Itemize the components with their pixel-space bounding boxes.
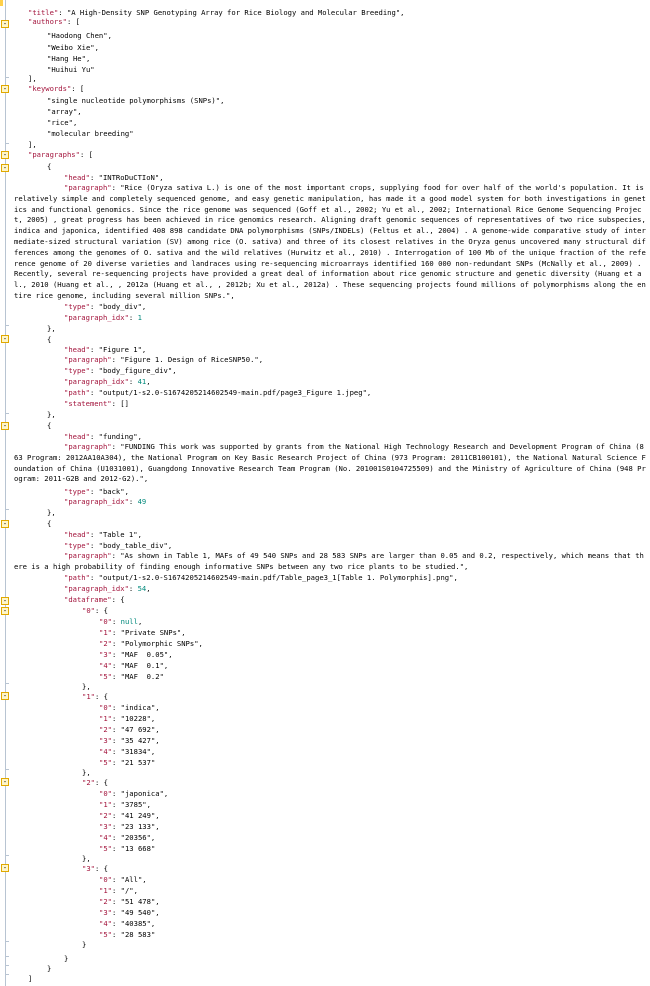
df-col-key-line: "3": { bbox=[82, 864, 108, 873]
author-item: "Weibo Xie", bbox=[47, 43, 99, 52]
df-cell-line: "2": "51 478", bbox=[99, 897, 160, 906]
p3-idx-line: "paragraph_idx": 49 bbox=[64, 497, 147, 506]
title-value: A High-Density SNP Genotyping Array for Rice Biology and Molecular Breeding bbox=[71, 8, 396, 17]
df-cell-line: "4": "MAF 0.1", bbox=[99, 661, 169, 670]
p4-head-line: "head": "Table 1", bbox=[64, 530, 142, 539]
brace-open: { bbox=[47, 519, 52, 528]
fold-toggle-paragraph-1[interactable] bbox=[1, 164, 9, 172]
df-cell-line: "4": "40385", bbox=[99, 919, 156, 928]
df-cell-line: "5": "21 537" bbox=[99, 758, 156, 767]
keyword-item: "single nucleotide polymorphisms (SNPs)", bbox=[47, 96, 225, 105]
p2-path-line: "path": "output/1-s2.0-S1674205214602549-main.pdf/page3_Figure 1.jpeg", bbox=[64, 388, 372, 397]
brace-close: } bbox=[64, 954, 69, 963]
p2-type-line: "type": "body_figure_div", bbox=[64, 366, 177, 375]
p3-paragraph-line: "paragraph": "FUNDING This work was supported by grants from the National High Technology Research and Development Program of China (863 Program: 2012AA10A304), the National Program on Key Basic Research Project of China (973 Program: 2011CB100101), the National Natural Science Foundation of China (U1031001), Guangdong Innovative Research Team Program (No. 201001S0104725509) and the Ministry of Agriculture of China (948 Program: 2011-G2B and 2012-G2).", bbox=[14, 442, 646, 484]
df-cell-line: "3": "35 427", bbox=[99, 736, 160, 745]
brace-close: } bbox=[47, 964, 52, 973]
fold-end-tick bbox=[5, 769, 9, 770]
p4-path-line: "path": "output/1-s2.0-S1674205214602549-main.pdf/Table_page3_1[Table 1. Polymorphis].png", bbox=[64, 573, 458, 582]
p2-head-line: "head": "Figure 1", bbox=[64, 345, 147, 354]
p1-idx-line: "paragraph_idx": 1 bbox=[64, 313, 142, 322]
fold-toggle-col-3[interactable] bbox=[1, 864, 9, 872]
fold-toggle-col-2[interactable] bbox=[1, 778, 9, 786]
p4-idx-line: "paragraph_idx": 54, bbox=[64, 584, 151, 593]
df-cell-line: "0": null, bbox=[99, 617, 143, 626]
fold-end-tick bbox=[5, 941, 9, 942]
df-cell-line: "2": "41 249", bbox=[99, 811, 160, 820]
fold-end-tick bbox=[5, 509, 9, 510]
author-item: "Hang He", bbox=[47, 54, 91, 63]
brace-open: { bbox=[47, 162, 52, 171]
p1-paragraph-text: Rice (Oryza sativa L.) is one of the most important crops, supplying food for over half of the world's population. It is relatively simple and completely sequenced genome, and easy genetic manipulation, has made it a good model system for both investigations in genetics and functional genomics. Since the rice genome was sequenced (Goff et al., 2002; Yu et al., 2002; International Rice Genome Sequencing Project, 2005) , great progress has been achieved in rice genomics research. Aligning draft genomic sequences of representatives of two rice subspecies, indica and japonica, identified 408 898 candidate DNA polymorphisms (SNPs/INDELs) (Feltus et al., 2004) . A genome-wide comparative study of intermediate-sized structural variation (SV) among rice (O. sativa) and three of its closest relatives in the Oryza genus uncovered many structural differences among the genomes of O. sativa and the wild relatives (Hurwitz et al., 2010) . Interrogation of 100 Mb of the unique fraction of the reference genome of 20 diverse varieties and landraces using re-sequencing microarrays identified 160 000 non-redundant SNPs (McNally et al., 2009) . Recently, several re-sequencing projects have provided a great deal of information about rice genomic structure and genetic diversity (Huang et al., 2010 (Huang et al., , 2012a (Huang et al., , 2012b; Xu et al., 2012a) . These sequencing projects found millions of polymorphisms along the entire rice genome, including several million SNPs. bbox=[14, 183, 650, 300]
fold-toggle-paragraph-3[interactable] bbox=[1, 422, 9, 430]
brace-open: { bbox=[47, 335, 52, 344]
bracket-close: ] bbox=[28, 974, 33, 983]
df-cell-line: "4": "20356", bbox=[99, 833, 156, 842]
df-cell-line: "5": "13 668" bbox=[99, 844, 156, 853]
p1-type-line: "type": "body_div", bbox=[64, 302, 147, 311]
p2-idx-line: "paragraph_idx": 41, bbox=[64, 377, 151, 386]
title-line: "title": "A High-Density SNP Genotyping Array for Rice Biology and Molecular Breeding", bbox=[28, 8, 405, 17]
df-cell-line: "1": "/", bbox=[99, 886, 138, 895]
paragraphs-key-line: "paragraphs": [ bbox=[28, 150, 93, 159]
fold-toggle-paragraph-4[interactable] bbox=[1, 520, 9, 528]
df-col-key-line: "2": { bbox=[82, 778, 108, 787]
df-cell-line: "5": "MAF 0.2" bbox=[99, 672, 164, 681]
keyword-item: "rice", bbox=[47, 118, 78, 127]
keyword-item: "molecular breeding" bbox=[47, 129, 134, 138]
p3-type-line: "type": "back", bbox=[64, 487, 129, 496]
df-cell-line: "1": "3785", bbox=[99, 800, 151, 809]
fold-end-tick bbox=[5, 325, 9, 326]
df-cell-line: "3": "49 540", bbox=[99, 908, 160, 917]
fold-end-tick bbox=[5, 965, 9, 966]
df-col-key-line: "0": { bbox=[82, 606, 108, 615]
author-item: "Huihui Yu" bbox=[47, 65, 95, 74]
fold-toggle-authors[interactable] bbox=[1, 20, 9, 28]
json-editor[interactable] bbox=[14, 0, 650, 986]
fold-end-tick bbox=[5, 77, 9, 78]
df-col-key-line: "1": { bbox=[82, 692, 108, 701]
cursor-line-marker bbox=[0, 0, 3, 6]
dataframe-key-line: "dataframe": { bbox=[64, 595, 125, 604]
fold-end-tick bbox=[5, 413, 9, 414]
p4-paragraph-line: "paragraph": "As shown in Table 1, MAFs of 49 540 SNPs and 28 583 SNPs are larger than 0.05 and 0.2, respectively, which means that there is a high probability of finding enough informative SNPs between any two rice plants to be studied.", bbox=[14, 551, 644, 571]
df-cell-line: "5": "28 583" bbox=[99, 930, 156, 939]
df-cell-line: "1": "10228", bbox=[99, 714, 156, 723]
p1-head-line: "head": "INTRoDuCTIoN", bbox=[64, 173, 164, 182]
brace-close: }, bbox=[82, 768, 91, 777]
brace-open: { bbox=[47, 421, 52, 430]
bracket-close: ], bbox=[28, 74, 37, 83]
fold-end-tick bbox=[5, 143, 9, 144]
df-cell-line: "0": "japonica", bbox=[99, 789, 169, 798]
df-cell-line: "0": "indica", bbox=[99, 703, 160, 712]
p2-paragraph-line: "paragraph": "Figure 1. Design of RiceSNP50.", bbox=[64, 355, 264, 364]
p3-paragraph-text: FUNDING This work was supported by grants from the National High Technology Research and Development Program of China (863 Program: 2012AA10A304), the National Program on Key Basic Research Project of China (973 Program: 2011CB100101), the National Natural Science Foundation of China (U1031001), Guangdong Innovative Research Team Program (No. 201001S0104725509) and the Ministry of Agriculture of China (948 Program: 2011-G2B and 2012-G2). bbox=[14, 442, 646, 484]
fold-guide-line bbox=[5, 0, 6, 986]
df-cell-line: "2": "47 692", bbox=[99, 725, 160, 734]
fold-toggle-dataframe[interactable] bbox=[1, 597, 9, 605]
fold-toggle-keywords[interactable] bbox=[1, 85, 9, 93]
keyword-item: "array", bbox=[47, 107, 82, 116]
keywords-key-line: "keywords": [ bbox=[28, 84, 85, 93]
brace-close: }, bbox=[82, 682, 91, 691]
bracket-close: ], bbox=[28, 140, 37, 149]
df-cell-line: "0": "All", bbox=[99, 875, 147, 884]
fold-toggle-paragraphs[interactable] bbox=[1, 151, 9, 159]
p4-paragraph-text: As shown in Table 1, MAFs of 49 540 SNPs and 28 583 SNPs are larger than 0.05 and 0.2, respectively, which means that there is a high probability of finding enough informative SNPs between any two rice plants to be studied. bbox=[14, 551, 644, 571]
fold-toggle-paragraph-2[interactable] bbox=[1, 335, 9, 343]
fold-end-tick bbox=[5, 956, 9, 957]
brace-close: }, bbox=[47, 410, 56, 419]
brace-close: }, bbox=[47, 508, 56, 517]
fold-end-tick bbox=[5, 683, 9, 684]
df-cell-line: "2": "Polymorphic SNPs", bbox=[99, 639, 203, 648]
brace-close: } bbox=[82, 940, 87, 949]
df-cell-line: "1": "Private SNPs", bbox=[99, 628, 186, 637]
p1-paragraph-line: "paragraph": "Rice (Oryza sativa L.) is one of the most important crops, supplying food for over half of the world's population. It is relatively simple and completely sequenced genome, and easy genetic manipulation, has made it a good model system for both investigations in genetics and functional genomics. Since the rice genome was sequenced (Goff et al., 2002; Yu et al., 2002; International Rice Genome Sequencing Project, 2005) , great progress has been achieved in rice genomics research. Aligning draft genomic sequences of representatives of two rice subspecies, indica and japonica, identified 408 898 candidate DNA polymorphisms (SNPs/INDELs) (Feltus et al., 2004) . A genome-wide comparative study of intermediate-sized structural variation (SV) among rice (O. sativa) and three of its closest relatives in the Oryza genus uncovered many structural differences among the genomes of O. sativa and the wild relatives (Hurwitz et al., 2010) . Interrogation of 100 Mb of the unique fraction of the reference genome of 20 diverse varieties and landraces using re-sequencing microarrays identified 160 000 non-redundant SNPs (McNally et al., 2009) . Recently, several re-sequencing projects have provided a great deal of information about rice genomic structure and genetic diversity (Huang et al., 2010 (Huang et al., , 2012a (Huang et al., , 2012b; Xu et al., 2012a) . These sequencing projects found millions of polymorphisms along the entire rice genome, including several million SNPs.", bbox=[14, 183, 650, 300]
author-item: "Haodong Chen", bbox=[47, 31, 112, 40]
p2-statement-line: "statement": [] bbox=[64, 399, 129, 408]
fold-gutter bbox=[0, 0, 14, 986]
fold-end-tick bbox=[5, 974, 9, 975]
p3-head-line: "head": "funding", bbox=[64, 432, 142, 441]
brace-close: }, bbox=[82, 854, 91, 863]
fold-toggle-col-1[interactable] bbox=[1, 692, 9, 700]
brace-close: }, bbox=[47, 324, 56, 333]
authors-key-line: "authors": [ bbox=[28, 17, 80, 26]
df-cell-line: "3": "MAF 0.05", bbox=[99, 650, 173, 659]
fold-end-tick bbox=[5, 855, 9, 856]
df-cell-line: "4": "31834", bbox=[99, 747, 156, 756]
p4-type-line: "type": "body_table_div", bbox=[64, 541, 173, 550]
fold-toggle-col-0[interactable] bbox=[1, 607, 9, 615]
df-cell-line: "3": "23 133", bbox=[99, 822, 160, 831]
